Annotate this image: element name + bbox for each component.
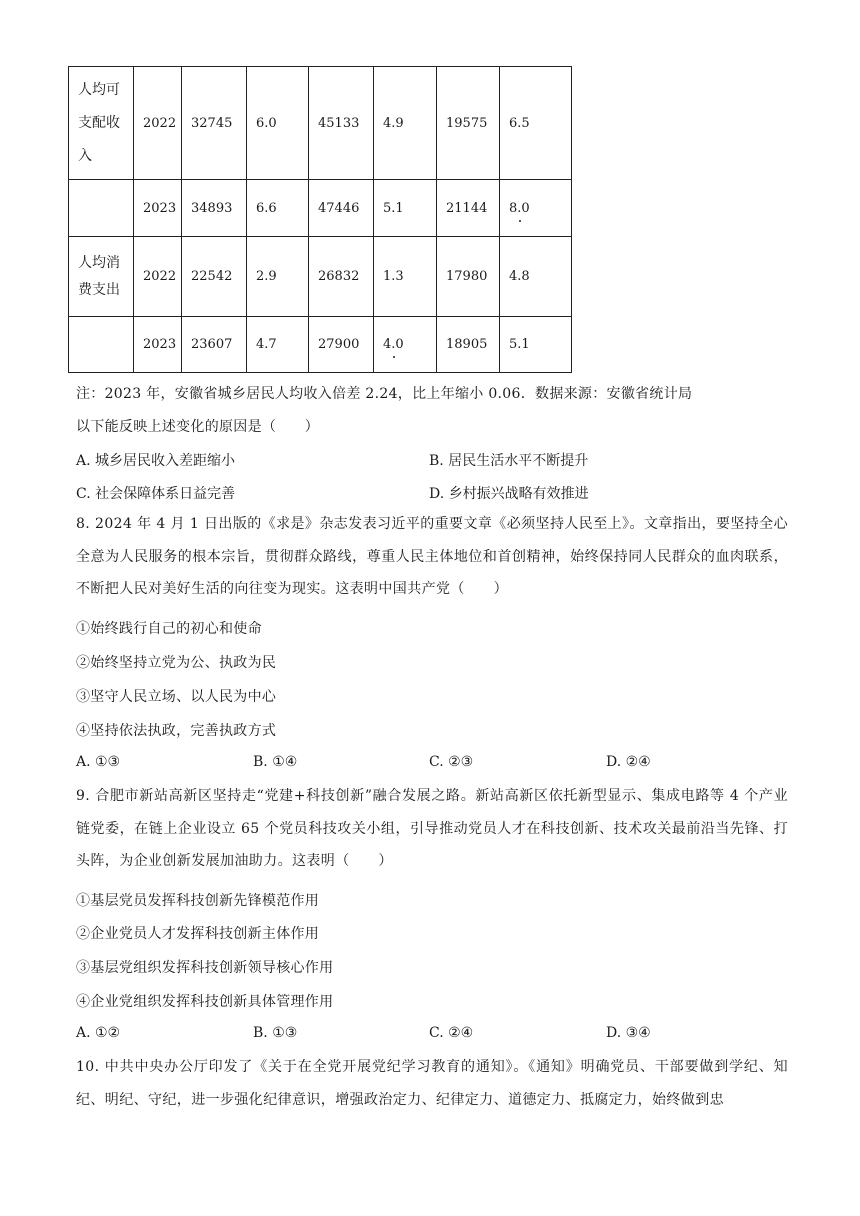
q7-option-c: C. 社会保障体系日益完善 — [76, 486, 236, 502]
table-cell: 22542 — [182, 237, 247, 317]
row-label — [69, 180, 134, 237]
table-cell: 4.8 — [500, 237, 572, 317]
q8-option-a: A. ①③ — [76, 754, 121, 770]
statistics-table — [68, 66, 572, 373]
q7-option-a: A. 城乡居民收入差距缩小 — [76, 453, 236, 469]
table-cell-value: 8.0 — [509, 200, 530, 216]
q8-stem: 8. 2024 年 4 月 1 日出版的《求是》杂志发表习近平的重要文章《必须坚持人民至上》。文章指出，要坚持全心全意为人民服务的根本宗旨，贯彻群众路线，尊重人民主体地位和首创精神，始终保持同人民群众的血肉联系，不断把人民对美好生活的向往变为现实。这表明中国共产党（ ） — [76, 516, 788, 597]
table-note: 注：2023 年，安徽省城乡居民人均收入倍差 2.24，比上年缩小 0.06．数据来源：安徽省统计局 — [76, 386, 693, 402]
q8-option-c: C. ②③ — [429, 754, 474, 770]
row-label: 人均消 费支出 — [69, 237, 134, 317]
table-cell: 32745 — [182, 67, 247, 180]
q8-item-1: ①始终践行自己的初心和使命 — [76, 621, 262, 637]
q9-item-1: ①基层党员发挥科技创新先锋模范作用 — [76, 893, 320, 909]
table-row — [69, 180, 572, 237]
q8-item-2: ②始终坚持立党为公、执政为民 — [76, 655, 277, 671]
table-cell — [374, 317, 437, 373]
q9-item-4: ④企业党组织发挥科技创新具体管理作用 — [76, 994, 334, 1010]
q7-option-b: B. 居民生活水平不断提升 — [429, 453, 589, 469]
row-label — [69, 317, 134, 373]
table-cell: 4.9 — [374, 67, 437, 180]
table-cell: 23607 — [182, 317, 247, 373]
table-cell: 5.1 — [374, 180, 437, 237]
q10-stem: 10. 中共中央办公厅印发了《关于在全党开展党纪学习教育的通知》。《通知》明确党员、干部要做到学纪、知纪、明纪、守纪，进一步强化纪律意识，增强政治定力、纪律定力、道德定力、抵腐定力，始终做到忠 — [76, 1059, 788, 1108]
table-cell: 1.3 — [374, 237, 437, 317]
table-row — [69, 237, 572, 317]
table-cell: 4.7 — [247, 317, 309, 373]
table-cell: 19575 — [437, 67, 500, 180]
q9-option-c: C. ②④ — [429, 1025, 474, 1041]
table-cell: 45133 — [309, 67, 374, 180]
q8-item-4: ④坚持依法执政，完善执政方式 — [76, 723, 277, 739]
table-cell: 2.9 — [247, 237, 309, 317]
q7-stem: 以下能反映上述变化的原因是（ ） — [76, 419, 320, 435]
table-row — [69, 317, 572, 373]
table-cell — [500, 180, 572, 237]
table-cell-value: 4.0 — [383, 337, 404, 352]
q7-option-d: D. 乡村振兴战略有效推进 — [429, 486, 589, 502]
q9-stem: 9. 合肥市新站高新区坚持走“党建+科技创新”融合发展之路。新站高新区依托新型显示、集成电路等 4 个产业链党委，在链上企业设立 65 个党员科技攻关小组，引导推动党员人才在科技创新、技术攻关最前沿当先锋、打头阵，为企业创新发展加油助力。这表明（ ） — [76, 788, 788, 869]
q9-option-d: D. ③④ — [606, 1025, 651, 1041]
year-cell: 2023 — [134, 180, 182, 237]
q8-option-b: B. ①④ — [253, 754, 298, 770]
table-cell: 6.5 — [500, 67, 572, 180]
row-label: 人均可 支配收 入 — [69, 67, 134, 180]
table-cell: 18905 — [437, 317, 500, 373]
table-cell: 17980 — [437, 237, 500, 317]
year-cell: 2022 — [134, 67, 182, 180]
table-row — [69, 67, 572, 180]
q9-item-3: ③基层党组织发挥科技创新领导核心作用 — [76, 960, 334, 976]
table-cell: 6.6 — [247, 180, 309, 237]
q9-option-b: B. ①③ — [253, 1025, 298, 1041]
table-cell: 6.0 — [247, 67, 309, 180]
table-cell: 21144 — [437, 180, 500, 237]
table-cell: 27900 — [309, 317, 374, 373]
table-cell: 47446 — [309, 180, 374, 237]
year-cell: 2023 — [134, 317, 182, 373]
table-cell: 26832 — [309, 237, 374, 317]
q9-item-2: ②企业党员人才发挥科技创新主体作用 — [76, 926, 320, 942]
q9-option-a: A. ①② — [76, 1025, 121, 1041]
table-cell: 5.1 — [500, 317, 572, 373]
table-cell: 34893 — [182, 180, 247, 237]
year-cell: 2022 — [134, 237, 182, 317]
q8-item-3: ③坚守人民立场、以人民为中心 — [76, 689, 277, 705]
q8-option-d: D. ②④ — [606, 754, 651, 770]
